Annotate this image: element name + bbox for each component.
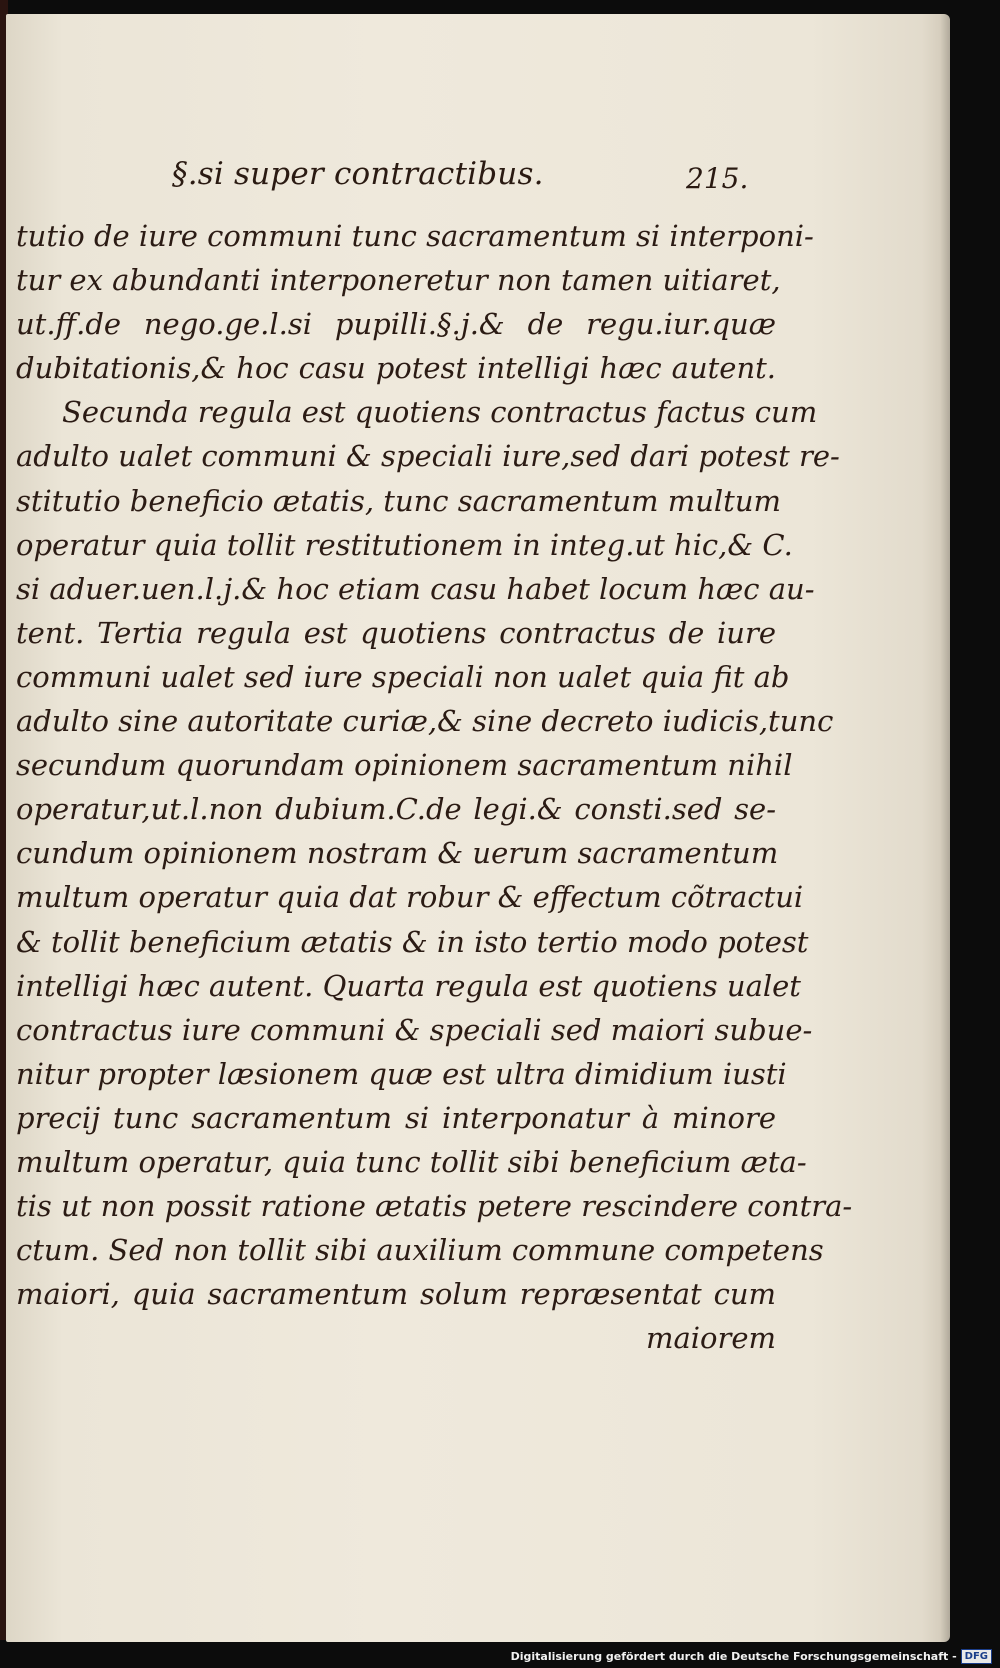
text-line: precij tunc sacramentum si interponatur à minore: [16, 1100, 776, 1135]
text-line: ut.ff.de nego.ge.l.si pupilli.§.j.& de regu.iur.quæ: [16, 307, 776, 342]
catchword: maiorem: [645, 1321, 776, 1356]
text-line: stitutio beneficio ætatis, tunc sacramentum multum: [16, 483, 782, 518]
text-line: nitur propter læsionem quæ est ultra dimidium iusti: [16, 1056, 787, 1091]
dfg-logo: DFG: [961, 1649, 992, 1664]
page-number: 215.: [686, 162, 749, 195]
text-line: operatur quia tollit restitutionem in integ.ut hic,& C.: [16, 527, 793, 562]
text-line: dubitationis,& hoc casu potest intelligi hæc autent.: [16, 351, 776, 386]
text-line: intelligi hæc autent. Quarta regula est quotiens ualet: [16, 968, 801, 1003]
text-line: communi ualet sed iure speciali non ualet quia fit ab: [16, 659, 790, 694]
text-line: adulto sine autoritate curiæ,& sine decreto iudicis,tunc: [16, 704, 834, 739]
text-line: multum operatur, quia tunc tollit sibi beneficium æta-: [16, 1144, 807, 1179]
text-line: adulto ualet communi & speciali iure,sed dari potest re-: [16, 439, 840, 474]
text-line: secundum quorundam opinionem sacramentum nihil: [16, 748, 793, 783]
body-text: [16, 214, 853, 1360]
running-head: §.si super contractibus.: [172, 156, 544, 192]
text-line: cundum opinionem nostram & uerum sacramentum: [16, 836, 779, 871]
text-line: tent. Tertia regula est quotiens contractus de iure: [16, 615, 776, 650]
text-line: tur ex abundanti interponeretur non tamen uitiaret,: [16, 263, 781, 298]
text-line: & tollit beneficium ætatis & in isto tertio modo potest: [16, 924, 809, 959]
text-line: operatur,ut.l.non dubium.C.de legi.& consti.sed se-: [16, 792, 776, 827]
text-line: contractus iure communi & speciali sed maiori subue-: [16, 1012, 813, 1047]
text-line: tutio de iure communi tunc sacramentum si interponi-: [16, 219, 814, 253]
text-line: si aduer.uen.l.j.& hoc etiam casu habet locum hæc au-: [16, 571, 815, 606]
text-line: multum operatur quia dat robur & effectum cõtractui: [16, 880, 804, 915]
text-line: Secunda regula est quotiens contractus factus cum: [62, 395, 818, 430]
text-line: ctum. Sed non tollit sibi auxilium commune competens: [16, 1233, 824, 1268]
text-line: tis ut non possit ratione ætatis petere rescindere contra-: [16, 1189, 853, 1224]
text-line: maiori, quia sacramentum solum repræsentat cum: [16, 1277, 776, 1312]
credit-text: Digitalisierung gefördert durch die Deutsche Forschungsgemeinschaft -: [510, 1650, 957, 1663]
page-edge-shadow: [940, 14, 950, 1642]
digitization-credit: [511, 1649, 992, 1664]
